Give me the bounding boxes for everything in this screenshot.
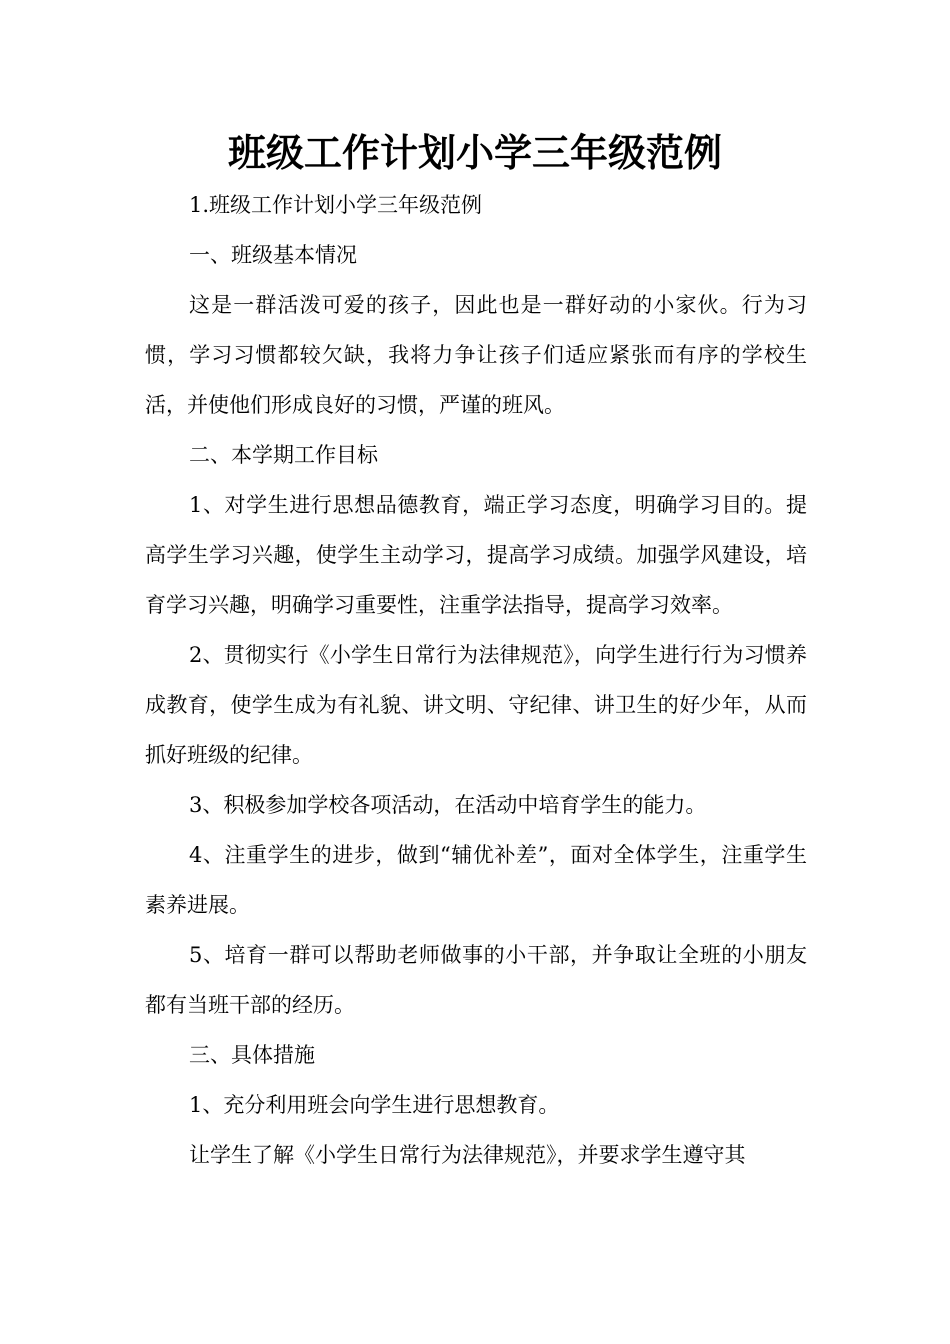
paragraph-measure-1-detail: 让学生了解《小学生日常行为法律规范》，并要求学生遵守其	[189, 1143, 746, 1167]
section-heading-term-goals: 二、本学期工作目标	[189, 443, 378, 467]
paragraph-class-situation: 这是一群活泼可爱的孩子，因此也是一群好动的小家伙。行为习惯，学习习惯都较欠缺，我将力争让孩子们适应紧张而有序的学校生活，并使他们形成良好的习惯，严谨的班风。	[145, 293, 807, 417]
section-heading-measures: 三、具体措施	[189, 1043, 315, 1067]
document-body	[145, 180, 807, 1180]
paragraph-goal-5: 5、培育一群可以帮助老师做事的小干部，并争取让全班的小朋友都有当班干部的经历。	[145, 943, 807, 1017]
section-heading-class-situation: 一、班级基本情况	[189, 243, 357, 267]
paragraph-goal-4: 4、注重学生的进步，做到“辅优补差”，面对全体学生，注重学生素养进展。	[145, 843, 807, 917]
paragraph-subtitle: 1.班级工作计划小学三年级范例	[189, 193, 483, 217]
document-title: 班级工作计划小学三年级范例	[227, 131, 722, 175]
paragraph-goal-1: 1、对学生进行思想品德教育，端正学习态度，明确学习目的。提高学生学习兴趣，使学生主动学习，提高学习成绩。加强学风建设，培育学习兴趣，明确学习重要性，注重学法指导，提高学习效率。	[145, 493, 807, 617]
paragraph-goal-2: 2、贯彻实行《小学生日常行为法律规范》，向学生进行行为习惯养成教育，使学生成为有礼貌、讲文明、守纪律、讲卫生的好少年，从而抓好班级的纪律。	[145, 643, 807, 767]
paragraph-goal-3: 3、积极参加学校各项活动，在活动中培育学生的能力。	[189, 793, 707, 817]
paragraph-measure-1: 1、充分利用班会向学生进行思想教育。	[189, 1093, 560, 1117]
